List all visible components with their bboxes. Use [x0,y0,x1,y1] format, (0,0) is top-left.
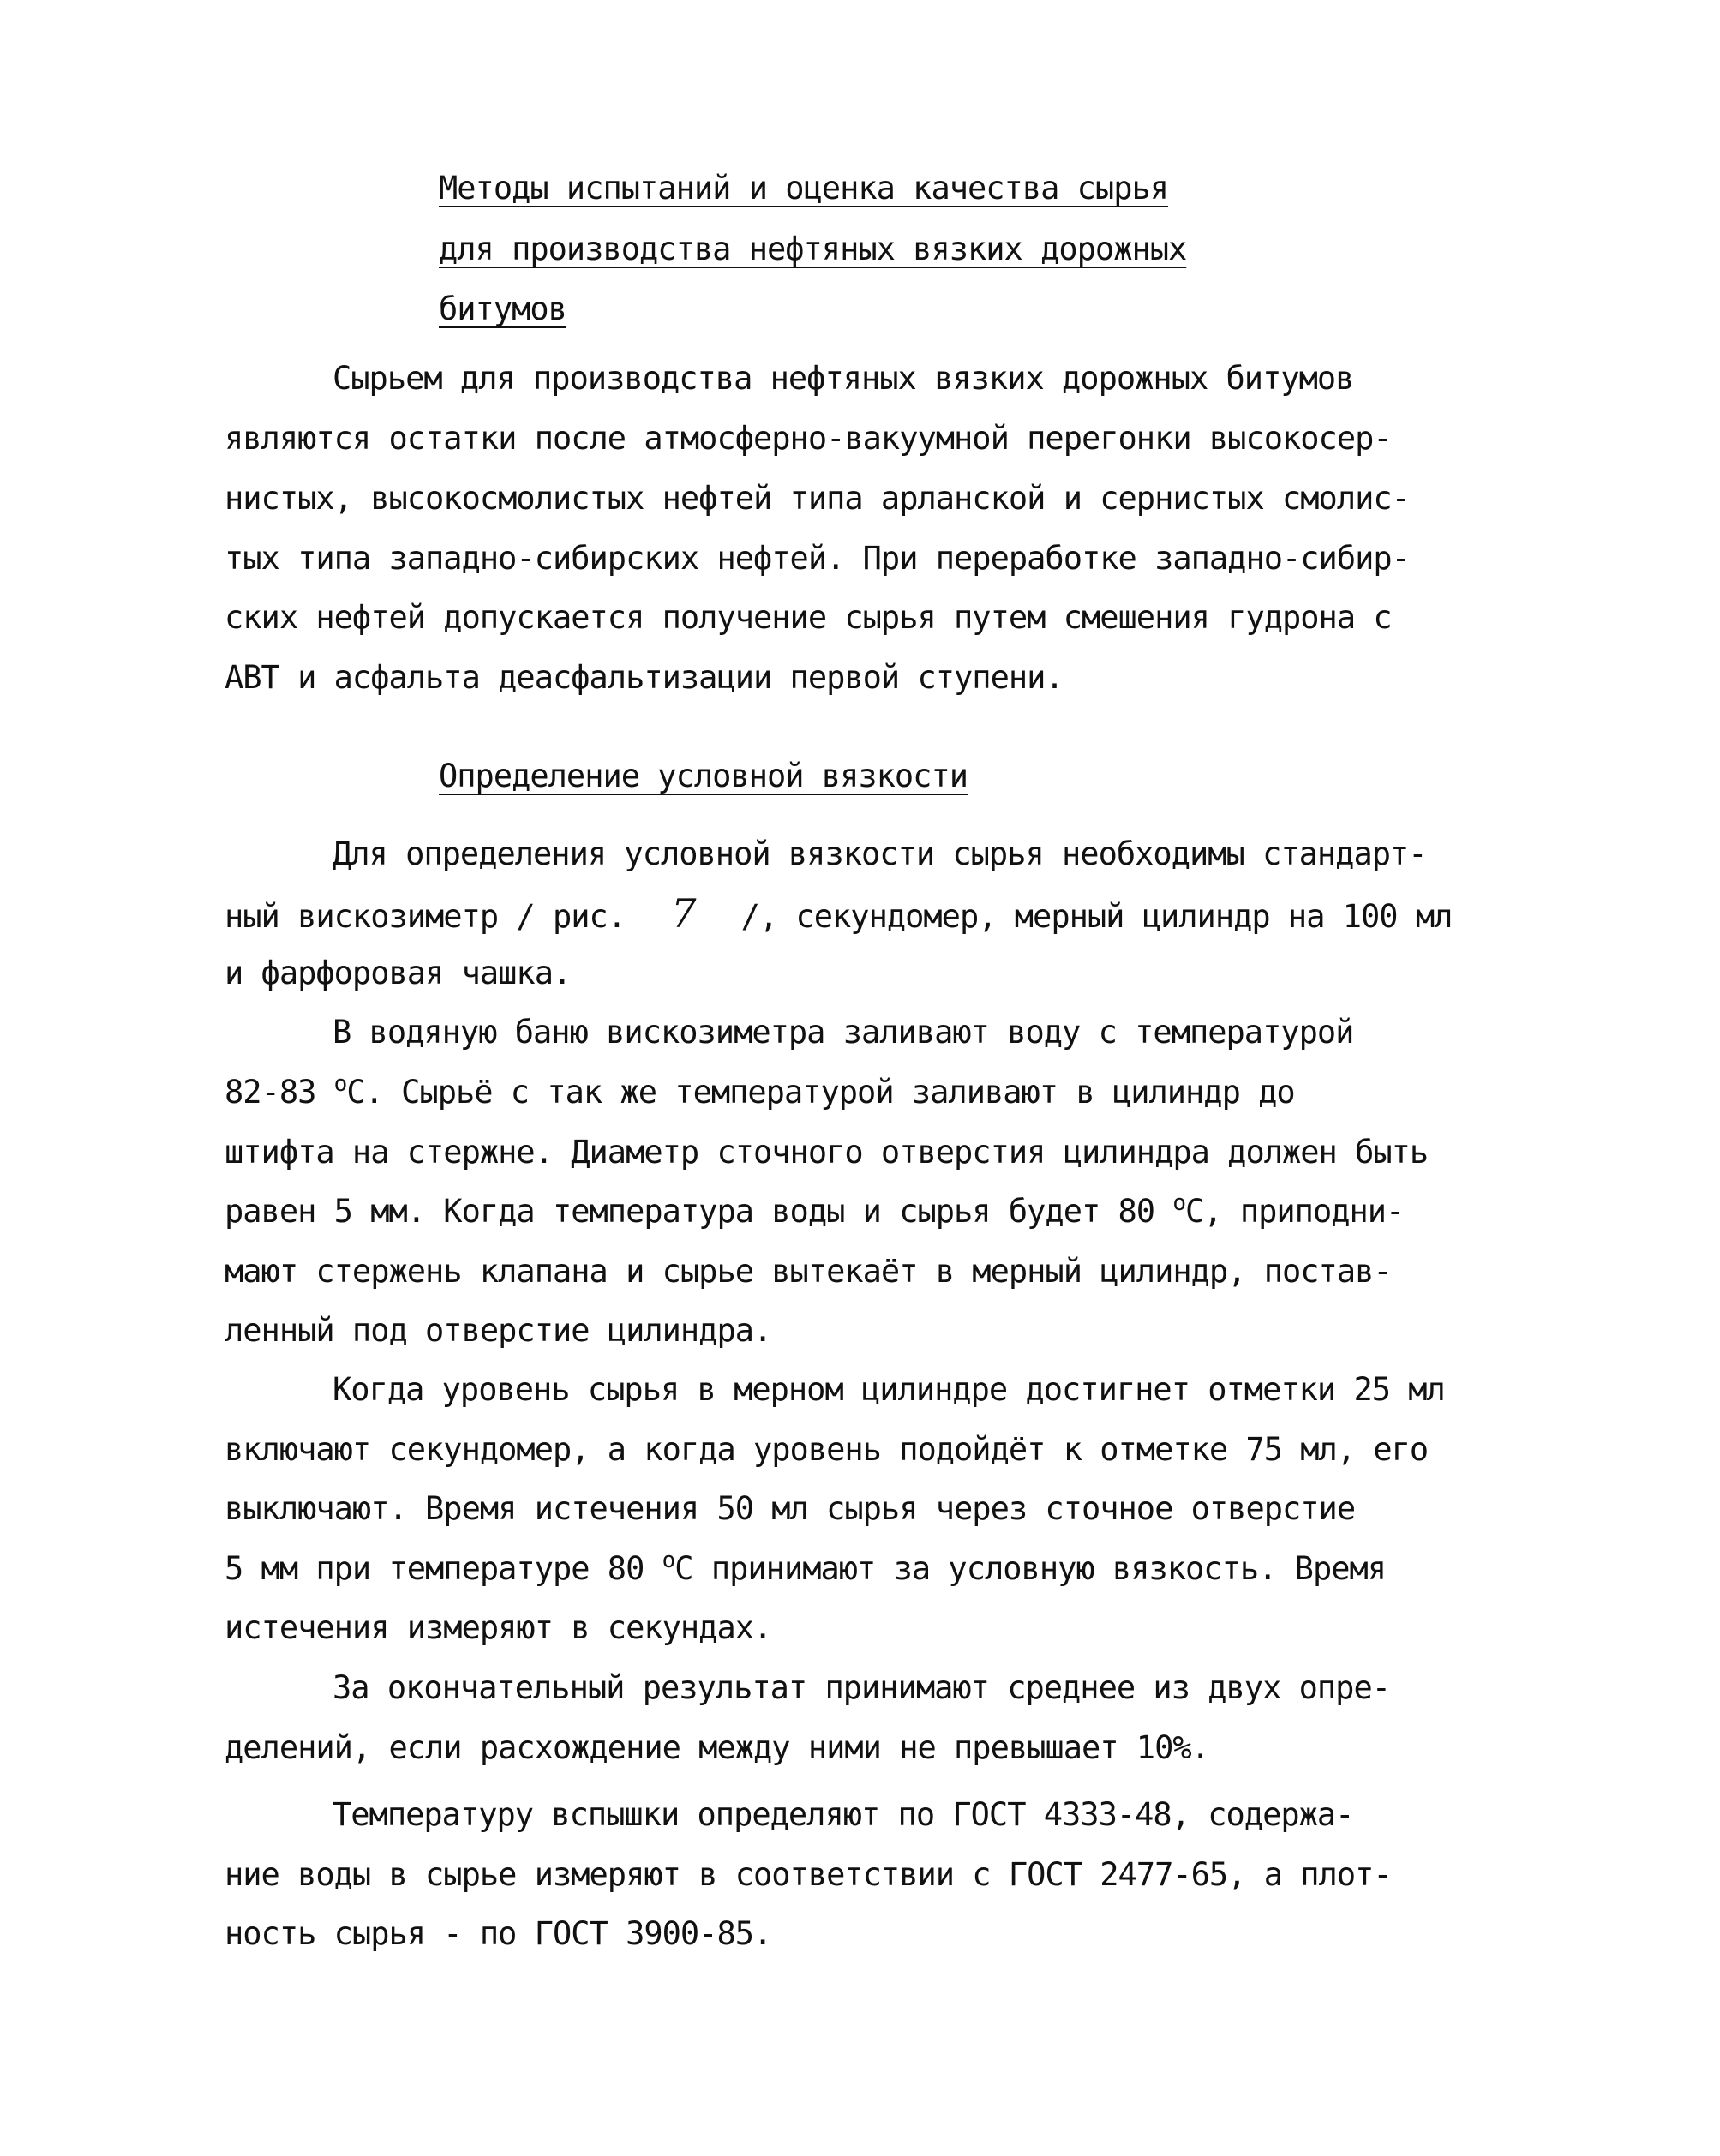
text-line: ние воды в сырье измеряют в соответствии с ГОСТ 2477-65, а плот- [225,1856,1392,1893]
text-line [225,890,1453,937]
text-segment: 5 мм при температуре 80 [225,1550,644,1587]
text-segment: ный вискозиметр / рис. [225,898,626,935]
text-line: За окончательный результат принимают среднее из двух опре- [333,1669,1391,1706]
text-line: В водяную баню вискозиметра заливают воду с температурой [333,1014,1354,1051]
text-line: Температуру вспышки определяют по ГОСТ 4333-48, содержа- [333,1796,1354,1833]
text-line [225,1548,1386,1590]
text-line: ленный под отверстие цилиндра. [225,1312,772,1349]
text-line: включают секундомер, а когда уровень подойдёт к отметке 75 мл, его [225,1431,1429,1468]
text-segment: /, секундомер, мерный цилиндр на 100 мл [740,898,1453,935]
text-line: нистых, высокосмолистых нефтей типа арланской и сернистых смолис- [225,480,1410,517]
title-line-2: для производства нефтяных вязких дорожных [439,231,1187,267]
text-line: мают стержень клапана и сырье вытекаёт в мерный цилиндр, постав- [225,1253,1392,1290]
text-line [225,1191,1404,1232]
text-line: делений, если расхождение между ними не превышает 10%. [225,1729,1209,1766]
text-line: являются остатки после атмосферно-вакуумной перегонки высокосер- [225,420,1392,457]
degree-sign: о [1172,1190,1186,1216]
text-segment: 82-83 [225,1074,316,1111]
text-line: Для определения условной вязкости сырья необходимы стандарт- [333,835,1427,872]
text-line: АВТ и асфальта деасфальтизации первой ступени. [225,659,1064,696]
text-line: тых типа западно-сибирских нефтей. При переработке западно-сибир- [225,540,1410,577]
title-line-3: битумов [439,290,566,327]
text-line: выключают. Время истечения 50 мл сырья через сточное отверстие [225,1490,1356,1527]
text-line: Когда уровень сырья в мерном цилиндре достигнет отметки 25 мл [333,1371,1445,1408]
text-segment: С принимают за условную вязкость. Время [674,1550,1387,1587]
text-line: Сырьем для производства нефтяных вязких дорожных битумов [333,360,1354,397]
title-line-1: Методы испытаний и оценка качества сырья [439,170,1169,207]
degree-sign: о [333,1071,347,1097]
text-line: и фарфоровая чашка. [225,955,572,991]
text-segment: С. Сырьё с так же температурой заливают в цилиндр до [346,1074,1295,1111]
degree-sign: о [662,1548,675,1573]
text-segment: С, приподни- [1185,1193,1405,1230]
text-line: истечения измеряют в секундах. [225,1609,772,1646]
handwritten-figure-number: 7 [671,890,696,937]
text-line [225,1072,1295,1113]
text-line: штифта на стержне. Диаметр сточного отверстия цилиндра должен быть [225,1134,1429,1171]
text-line: ность сырья - по ГОСТ 3900-85. [225,1915,772,1952]
text-line: ских нефтей допускается получение сырья путем смешения гудрона с [225,599,1392,636]
text-segment: равен 5 мм. Когда температура воды и сырья будет 80 [225,1193,1155,1230]
section-heading: Определение условной вязкости [439,758,968,794]
